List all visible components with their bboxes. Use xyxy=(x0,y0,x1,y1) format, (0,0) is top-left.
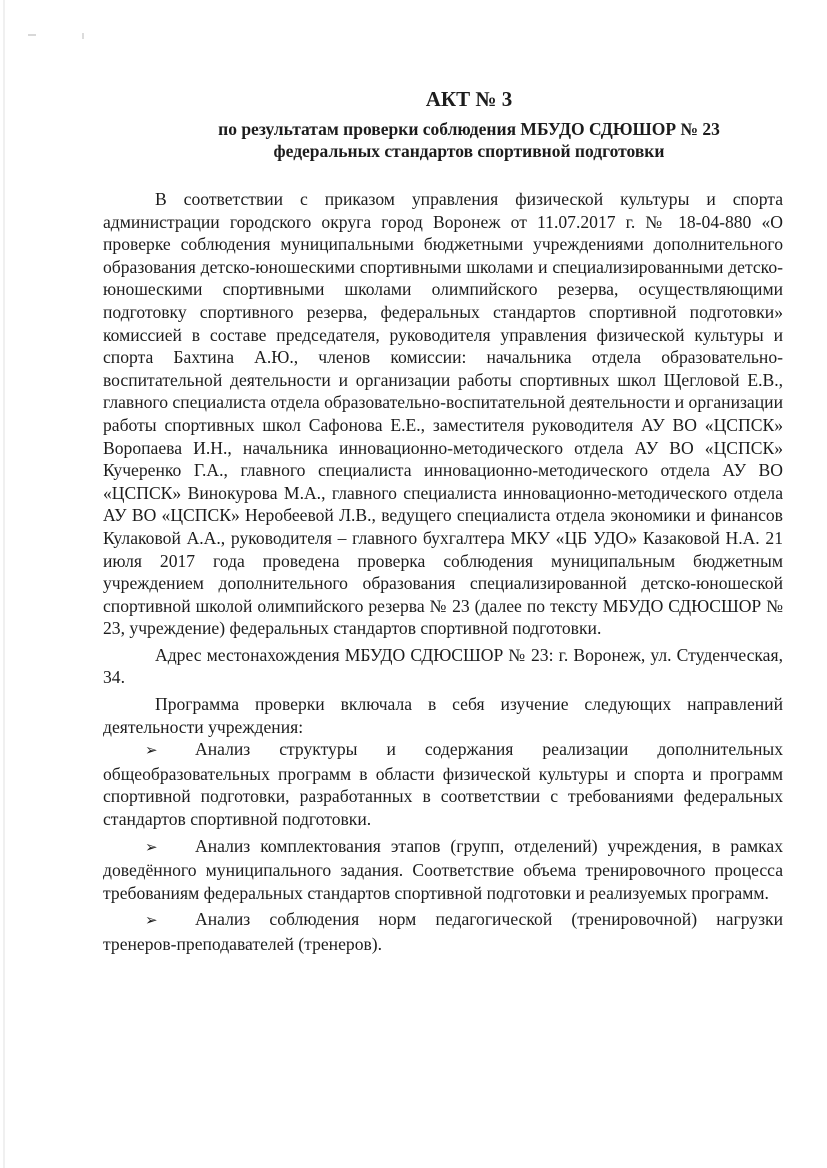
bullet-item xyxy=(103,738,783,830)
document-page xyxy=(103,86,783,956)
subtitle-line: по результатам проверки соблюдения МБУДО СДЮШОР № 23 xyxy=(218,119,720,139)
bullet-text: Анализ структуры и содержания реализации дополнительных общеобразовательных программ в области физической культуры и спорта и программ спортивной подготовки, разработанных в соответствии с требованиями федеральных стандартов спортивной подготовки. xyxy=(103,739,783,830)
arrowhead-bullet-icon: ➢ xyxy=(145,913,158,930)
arrowhead-bullet-icon: ➢ xyxy=(145,839,158,856)
document-body xyxy=(103,188,783,956)
scan-mark xyxy=(82,33,84,39)
paragraph-address: Адрес местонахождения МБУДО СДЮСШОР № 23: г. Воронеж, ул. Студенческая, 34. xyxy=(103,644,783,688)
bullet-item xyxy=(103,908,783,955)
paragraph-program: Программа проверки включала в себя изучение следующих направлений деятельности учреждения: xyxy=(103,694,783,737)
paragraph-intro: В соответствии с приказом управления физической культуры и спорта администрации городского округа город Воронеж от 11.07.2017 г. № 18-04-880 «О проверке соблюдения муниципальными бюджетными учреждениями дополнительного образования детско-юношескими спортивными школами и специализированными детско-юношескими спортивными школами олимпийского резерва, осуществляющими подготовку спортивного резерва, федеральных стандартов спортивной подготовки» комиссией в составе председателя, руководителя управления физической культуры и спорта Бахтина А.Ю., членов комиссии: начальника отдела образовательно-воспитательной деятельности и организации работы спортивных школ Щегловой Е.В., главного специалиста отдела образовательно-воспитательной деятельности и организации работы спортивных школ Сафонова Е.Е., заместителя руководителя АУ ВО «ЦСПСК» Воропаева И.Н., начальника инновационно-методического отдела АУ ВО «ЦСПСК» Кучеренко Г.А., главного специалиста инновационно-методического отдела АУ ВО «ЦСПСК» Винокурова М.А., главного специалиста инновационно-методического отдела АУ ВО «ЦСПСК» Неробеевой Л.В., ведущего специалиста отдела экономики и финансов Кулаковой А.А., руководителя – главного бухгалтера МКУ «ЦБ УДО» Казаковой Н.А. 21 июля 2017 года проведена проверка соблюдения муниципальным бюджетным учреждением дополнительного образования специализированной детско-юношеской спортивной школой олимпийского резерва № 23 (далее по тексту МБУДО СДЮСШОР № 23, учреждение) федеральных стандартов спортивной подготовки. xyxy=(103,189,783,639)
scan-mark xyxy=(28,34,36,36)
bullet-text: Анализ комплектования этапов (групп, отделений) учреждения, в рамках доведённого муниципального задания. Соответствие объема тренировочного процесса требованиям федеральных стандартов спортивной подготовки и реализуемых программ. xyxy=(103,835,783,903)
arrowhead-bullet-icon: ➢ xyxy=(145,743,158,760)
bullet-item xyxy=(103,835,783,905)
scan-edge-shadow xyxy=(3,0,5,1168)
subtitle-line: федеральных стандартов спортивной подготовки xyxy=(273,141,665,161)
document-subtitle xyxy=(103,118,783,162)
bullet-text: Анализ соблюдения норм педагогической (тренировочной) нагрузки тренеров-преподавателей (тренеров). xyxy=(103,909,783,954)
document-title: АКТ № 3 xyxy=(425,87,513,111)
